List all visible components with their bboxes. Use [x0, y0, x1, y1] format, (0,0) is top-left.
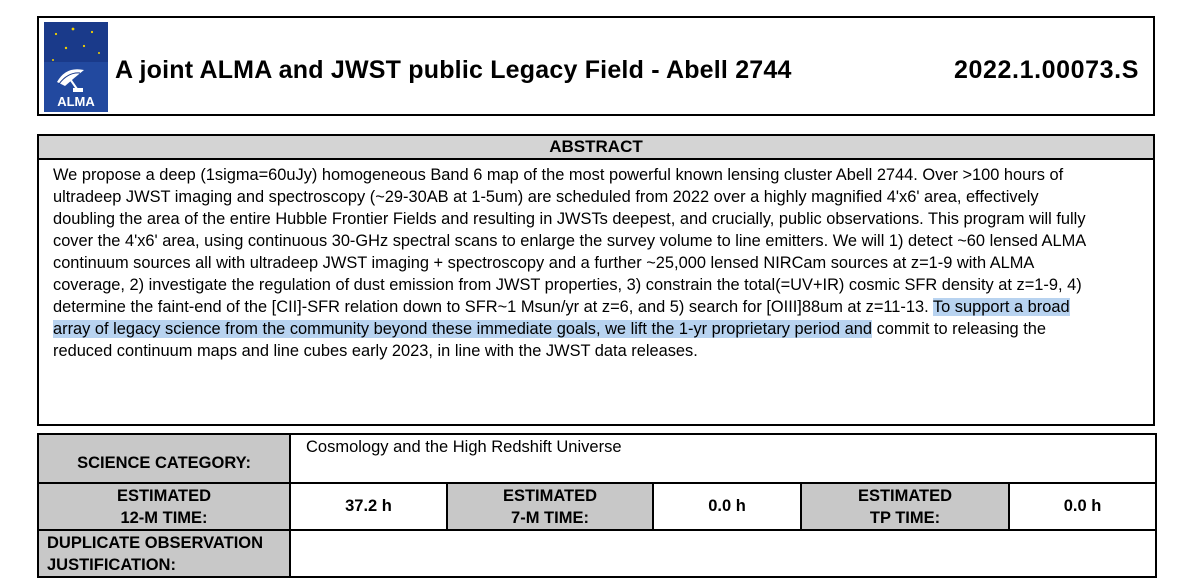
- project-code: 2022.1.00073.S: [954, 56, 1139, 84]
- logo-text: ALMA: [57, 94, 95, 109]
- abstract-text[interactable]: [53, 164, 1093, 362]
- estimated-12m-time-value: 37.2 h: [290, 483, 447, 530]
- abstract-section: [37, 134, 1155, 426]
- estimated-7m-time-label: ESTIMATED 7-M TIME:: [447, 483, 653, 530]
- duplicate-observation-label: DUPLICATE OBSERVATION JUSTIFICATION:: [38, 530, 290, 577]
- science-category-label: SCIENCE CATEGORY:: [38, 434, 290, 483]
- selected-text-highlight[interactable]: To support a broad array of legacy science from the community beyond these immediate goals, we lift the 1-yr proprietary period and: [53, 298, 1070, 338]
- science-category-value: Cosmology and the High Redshift Universe: [290, 434, 1156, 483]
- abstract-heading: ABSTRACT: [39, 136, 1153, 160]
- abstract-text-part: commit to releasing the reduced continuum maps and line cubes early 2023, in line with the JWST data releases.: [53, 320, 1047, 360]
- estimated-12m-time-label: ESTIMATED 12-M TIME:: [38, 483, 290, 530]
- estimated-tp-time-label: ESTIMATED TP TIME:: [801, 483, 1009, 530]
- proposal-info-table: [37, 433, 1157, 578]
- abstract-text-part: We propose a deep (1sigma=60uJy) homogeneous Band 6 map of the most powerful known lensing cluster Abell 2744. Over >100 hours of ultradeep JWST imaging and spectroscopy (~29-30AB at 1-5um) are scheduled from 2022 over a highly magnified 4'x6' area, effectively doubling the area of the entire Hubble Frontier Fields and resulting in JWSTs deepest, and crucially, public observations. This program will fully cover the 4'x6' area, using continuous 30-GHz spectral scans to enlarge the survey volume to line emitters. We will 1) detect ~60 lensed ALMA continuum sources all with ultradeep JWST imaging + spectroscopy and a further ~25,000 lensed NIRCam sources at z=1-9 with ALMA coverage, 2) investigate the regulation of dust emission from JWST properties, 3) constrain the total(=UV+IR) cosmic SFR density at z=1-9, 4) determine the faint-end of the [CII]-SFR relation down to SFR~1 Msun/yr at z=6, and 5) search for [OIII]88um at z=11-13.: [53, 166, 1086, 316]
- alma-logo-icon: [44, 22, 108, 112]
- proposal-title: A joint ALMA and JWST public Legacy Field - Abell 2744: [115, 56, 792, 84]
- proposal-header: [37, 16, 1155, 116]
- estimated-tp-time-value: 0.0 h: [1009, 483, 1156, 530]
- duplicate-observation-value: [290, 530, 1156, 577]
- estimated-7m-time-value: 0.0 h: [653, 483, 801, 530]
